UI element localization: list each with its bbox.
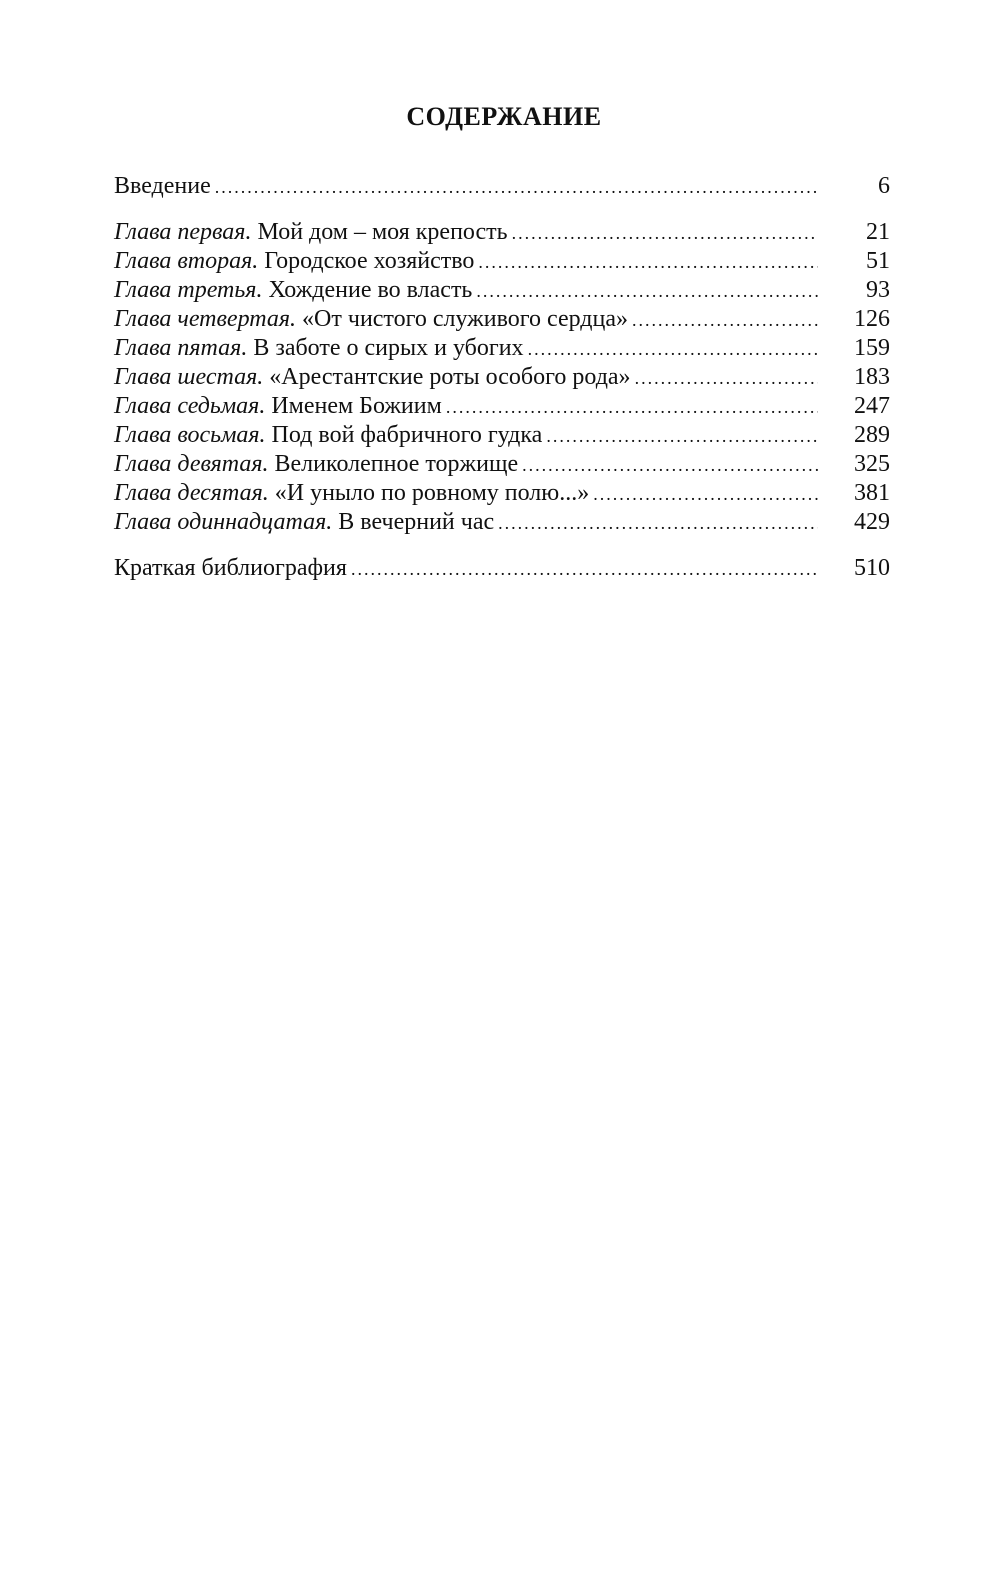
dot-leader — [508, 219, 818, 248]
entry-title — [114, 334, 524, 363]
dot-leader — [589, 480, 818, 509]
entry-name: Под вой фабричного гудка — [265, 422, 543, 448]
toc-entry-chapter-4 — [114, 305, 890, 334]
entry-label: Глава вторая. — [114, 248, 259, 274]
entry-page-number: 183 — [854, 364, 890, 390]
entry-title — [114, 554, 347, 583]
entry-name: Введение — [114, 173, 211, 199]
toc-entry-chapter-11 — [114, 508, 890, 537]
dot-leader — [524, 335, 818, 364]
entry-name: Именем Божиим — [265, 393, 442, 419]
entry-page-number: 51 — [866, 248, 890, 274]
entry-page-number: 126 — [854, 306, 890, 332]
entry-name: В заботе о сирых и убогих — [247, 335, 524, 361]
entry-page-number: 6 — [878, 173, 890, 199]
entry-name: В вечерний час — [332, 509, 495, 535]
toc-entry-chapter-6 — [114, 363, 890, 392]
toc-entry-chapter-2 — [114, 247, 890, 276]
entry-title — [114, 172, 211, 201]
entry-title — [114, 305, 628, 334]
dot-leader — [472, 277, 818, 306]
entry-name: Хождение во власть — [262, 277, 473, 303]
entry-label: Глава восьмая. — [114, 422, 266, 448]
dot-leader — [628, 306, 818, 335]
entry-label: Глава третья. — [114, 277, 263, 303]
entry-name: «И уныло по ровному полю...» — [268, 480, 590, 506]
entry-title — [114, 450, 518, 479]
toc-entry-chapter-7 — [114, 392, 890, 421]
dot-leader — [474, 248, 818, 277]
entry-name: Краткая библиография — [114, 555, 347, 581]
entry-page-number: 247 — [854, 393, 890, 419]
dot-leader — [347, 555, 818, 584]
entry-name: Мой дом – моя крепость — [251, 219, 508, 245]
entry-page-number: 510 — [854, 555, 890, 581]
entry-label: Глава одиннадцатая. — [114, 509, 333, 535]
entry-title — [114, 363, 631, 392]
entry-label: Глава шестая. — [114, 364, 264, 390]
entry-label: Глава десятая. — [114, 480, 269, 506]
entry-title — [114, 247, 474, 276]
entry-name: Великолепное торжище — [268, 451, 519, 477]
entry-page-number: 289 — [854, 422, 890, 448]
entry-page-number: 93 — [866, 277, 890, 303]
entry-name: Городское хозяйство — [258, 248, 475, 274]
entry-title — [114, 479, 589, 508]
entry-label: Глава девятая. — [114, 451, 269, 477]
toc-entry-chapter-1 — [114, 218, 890, 247]
entry-title — [114, 218, 508, 247]
entry-page-number: 325 — [854, 451, 890, 477]
dot-leader — [542, 422, 818, 451]
entry-label: Глава седьмая. — [114, 393, 266, 419]
entry-name: «От чистого служивого сердца» — [296, 306, 628, 332]
entry-page-number: 159 — [854, 335, 890, 361]
dot-leader — [442, 393, 818, 422]
entry-label: Глава четвертая. — [114, 306, 297, 332]
entry-page-number: 381 — [854, 480, 890, 506]
entry-label: Глава первая. — [114, 219, 252, 245]
entry-page-number: 21 — [866, 219, 890, 245]
entry-page-number: 429 — [854, 509, 890, 535]
page-title: СОДЕРЖАНИЕ — [406, 102, 602, 131]
entry-name: «Арестантские роты особого рода» — [263, 364, 631, 390]
entry-label: Глава пятая. — [114, 335, 248, 361]
dot-leader — [494, 509, 818, 538]
entry-title — [114, 392, 442, 421]
entry-title — [114, 276, 472, 305]
entry-title — [114, 508, 494, 537]
table-of-contents — [114, 172, 890, 583]
toc-entry-bibliography — [114, 554, 890, 583]
toc-entry-introduction — [114, 172, 890, 201]
toc-entry-chapter-9 — [114, 450, 890, 479]
dot-leader — [518, 451, 818, 480]
toc-entry-chapter-5 — [114, 334, 890, 363]
toc-entry-chapter-3 — [114, 276, 890, 305]
entry-title — [114, 421, 542, 450]
toc-entry-chapter-10 — [114, 479, 890, 508]
dot-leader — [631, 364, 818, 393]
toc-entry-chapter-8 — [114, 421, 890, 450]
dot-leader — [211, 173, 818, 202]
